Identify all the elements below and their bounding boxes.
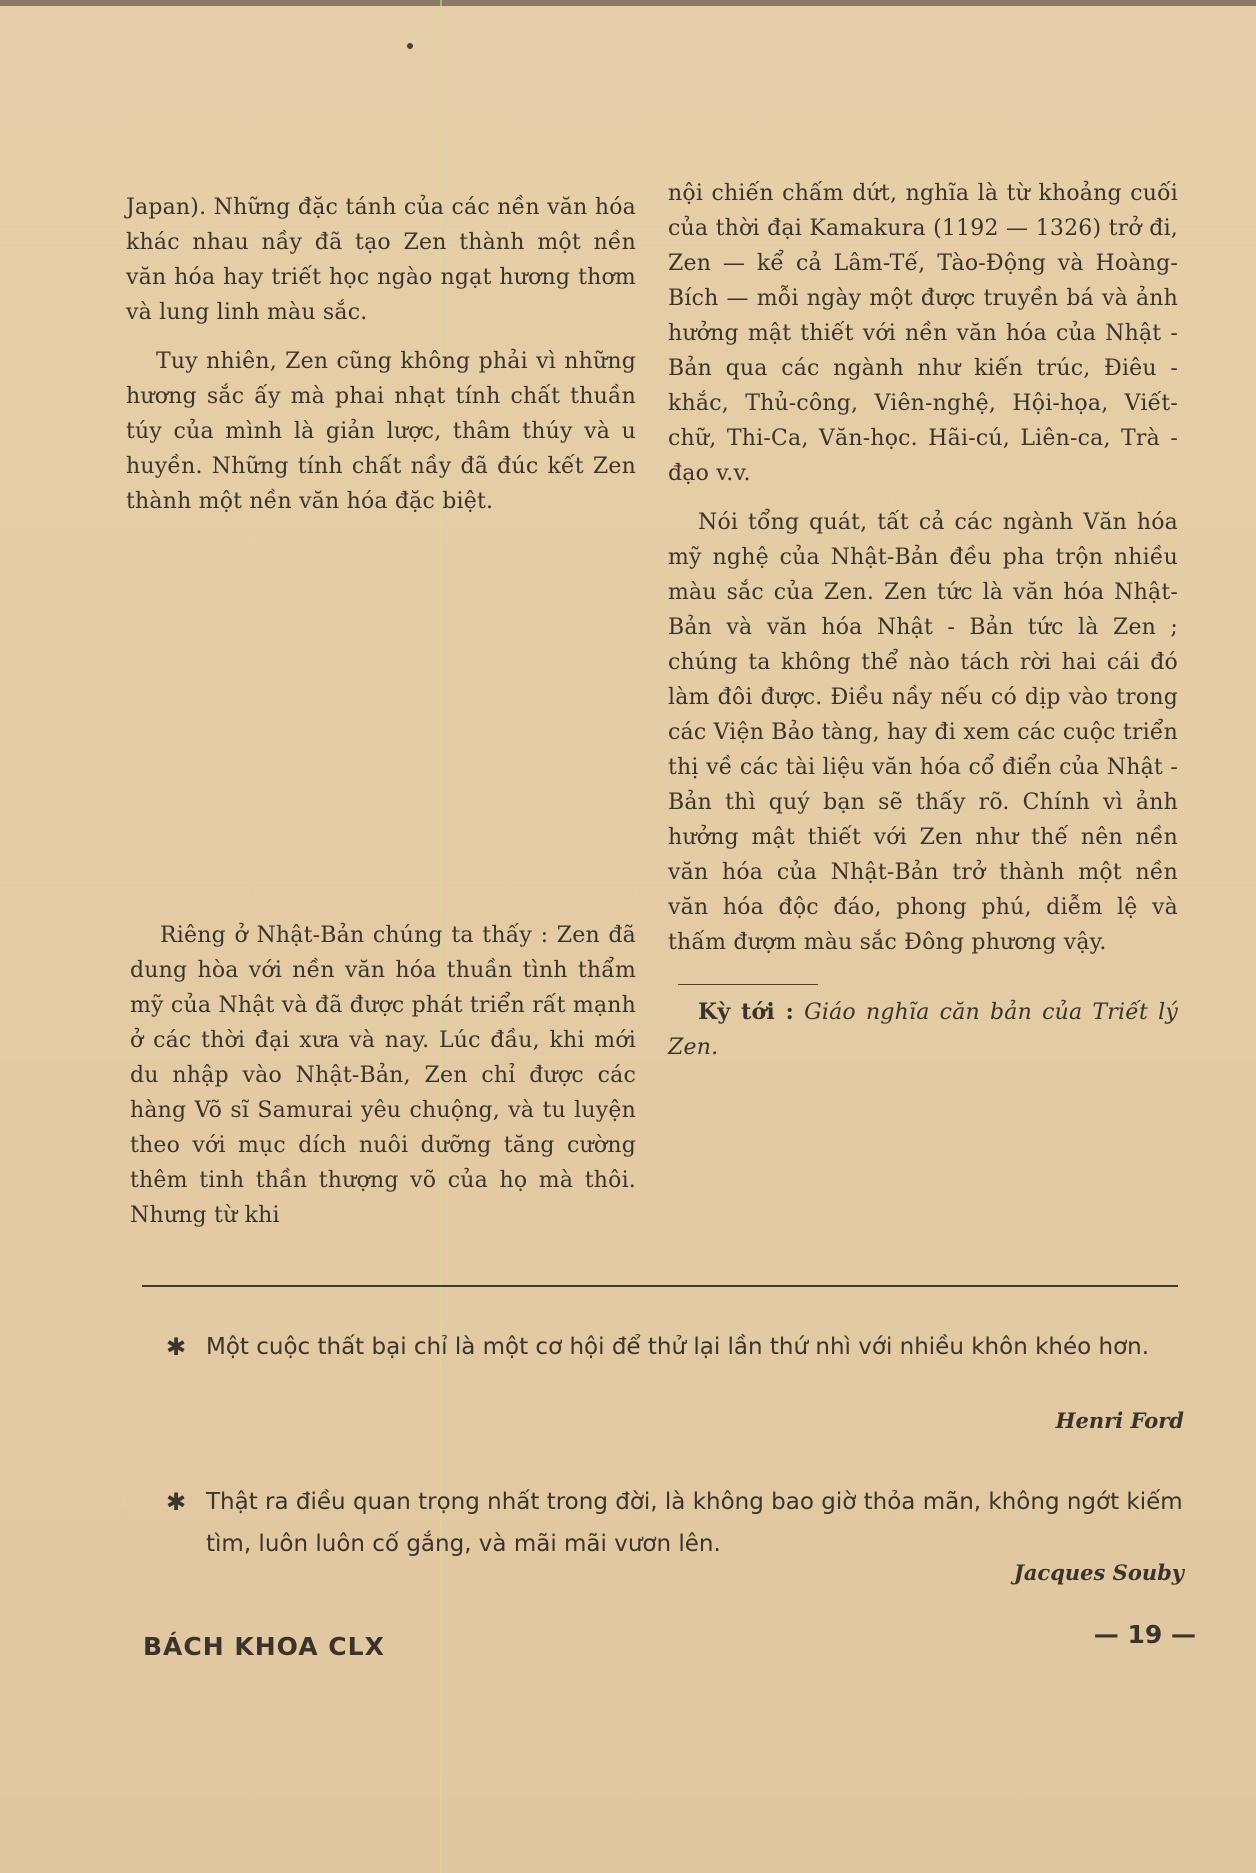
quote-text: Một cuộc thất bại chỉ là một cơ hội để thử lại lần thứ nhì với nhiều khôn khéo hơn. xyxy=(206,1334,1150,1360)
short-divider xyxy=(678,984,818,985)
left-paragraph-2: Tuy nhiên, Zen cũng không phải vì những hương sắc ấy mà phai nhạt tính chất thuần túy của mình là giản lược, thâm thúy và u huyền. Những tính chất nầy đã đúc kết Zen thành một nền văn hóa đặc biệt. xyxy=(126,349,636,514)
publication-title: BÁCH KHOA CLX xyxy=(143,1632,385,1661)
next-issue-label: Kỳ tới : xyxy=(698,999,794,1025)
asterisk-bullet-icon: ✱ xyxy=(166,1333,187,1361)
ink-speck xyxy=(407,43,413,49)
right-paragraph-2: Nói tổng quát, tất cả các ngành Văn hóa mỹ nghệ của Nhật-Bản đều pha trộn nhiều màu sắc của Zen. Zen tức là văn hóa Nhật-Bản và văn hóa Nhật - Bản tức là Zen ; chúng ta không thể nào tách rời hai cái đó làm đôi được. Điều nầy nếu có dịp vào trong các Viện Bảo tàng, hay đi xem các cuộc triển thị về các tài liệu văn hóa cổ điển của Nhật - Bản thì quý bạn sẽ thấy rõ. Chính vì ảnh hưởng mật thiết với Zen như thế nên nền văn hóa của Nhật-Bản trở thành một nền văn hóa độc đáo, phong phú, diễm lệ và thấm đượm màu sắc Đông phương vậy. xyxy=(668,510,1178,955)
quote-author: Henri Ford xyxy=(1055,1408,1184,1433)
asterisk-bullet-icon: ✱ xyxy=(166,1488,187,1516)
section-divider xyxy=(142,1285,1178,1287)
quote-text: Thật ra điều quan trọng nhất trong đời, là không bao giờ thỏa mãn, không ngớt kiếm tìm, luôn luôn cố gắng, và mãi mãi vươn lên. xyxy=(206,1489,1183,1557)
next-issue-title: Giáo nghĩa căn bản của Triết lý Zen. xyxy=(668,1000,1178,1060)
left-paragraph-1: Japan). Những đặc tánh của các nền văn hóa khác nhau nầy đã tạo Zen thành một nền văn hóa hay triết học ngào ngạt hương thơm và lung linh màu sắc. xyxy=(126,195,636,325)
right-paragraph-1: nội chiến chấm dứt, nghĩa là từ khoảng cuối của thời đại Kamakura (1192 — 1326) trở đi, Zen — kể cả Lâm-Tế, Tào-Động và Hoàng-Bích — mỗi ngày một được truyền bá và ảnh hưởng mật thiết với nền văn hóa của Nhật - Bản qua các ngành như kiến trúc, Điêu - khắc, Thủ-công, Viên-nghệ, Hội-họa, Viết-chữ, Thi-Ca, Văn-học. Hãi-cú, Liên-ca, Trà - đạo v.v. xyxy=(668,181,1178,486)
next-issue-note xyxy=(668,995,1178,1065)
right-column xyxy=(668,176,1178,1065)
quote-author: Jacques Souby xyxy=(1013,1560,1184,1585)
left-column-bottom xyxy=(130,918,636,1233)
page-number: — 19 — xyxy=(1093,1620,1196,1649)
page-top-edge xyxy=(0,0,1256,6)
left-paragraph-3: Riêng ở Nhật-Bản chúng ta thấy : Zen đã dung hòa với nền văn hóa thuần tình thẩm mỹ của Nhật và đã được phát triển rất mạnh ở các thời đại xưa và nay. Lúc đầu, khi mới du nhập vào Nhật-Bản, Zen chỉ được các hàng Võ sĩ Samurai yêu chuộng, và tu luyện theo với mục dích nuôi dưỡng tăng cường thêm tinh thần thượng võ của họ mà thôi. Nhưng từ khi xyxy=(130,923,636,1228)
left-column-top xyxy=(126,190,636,519)
quote-block xyxy=(166,1326,1191,1368)
quote-block xyxy=(166,1481,1191,1565)
